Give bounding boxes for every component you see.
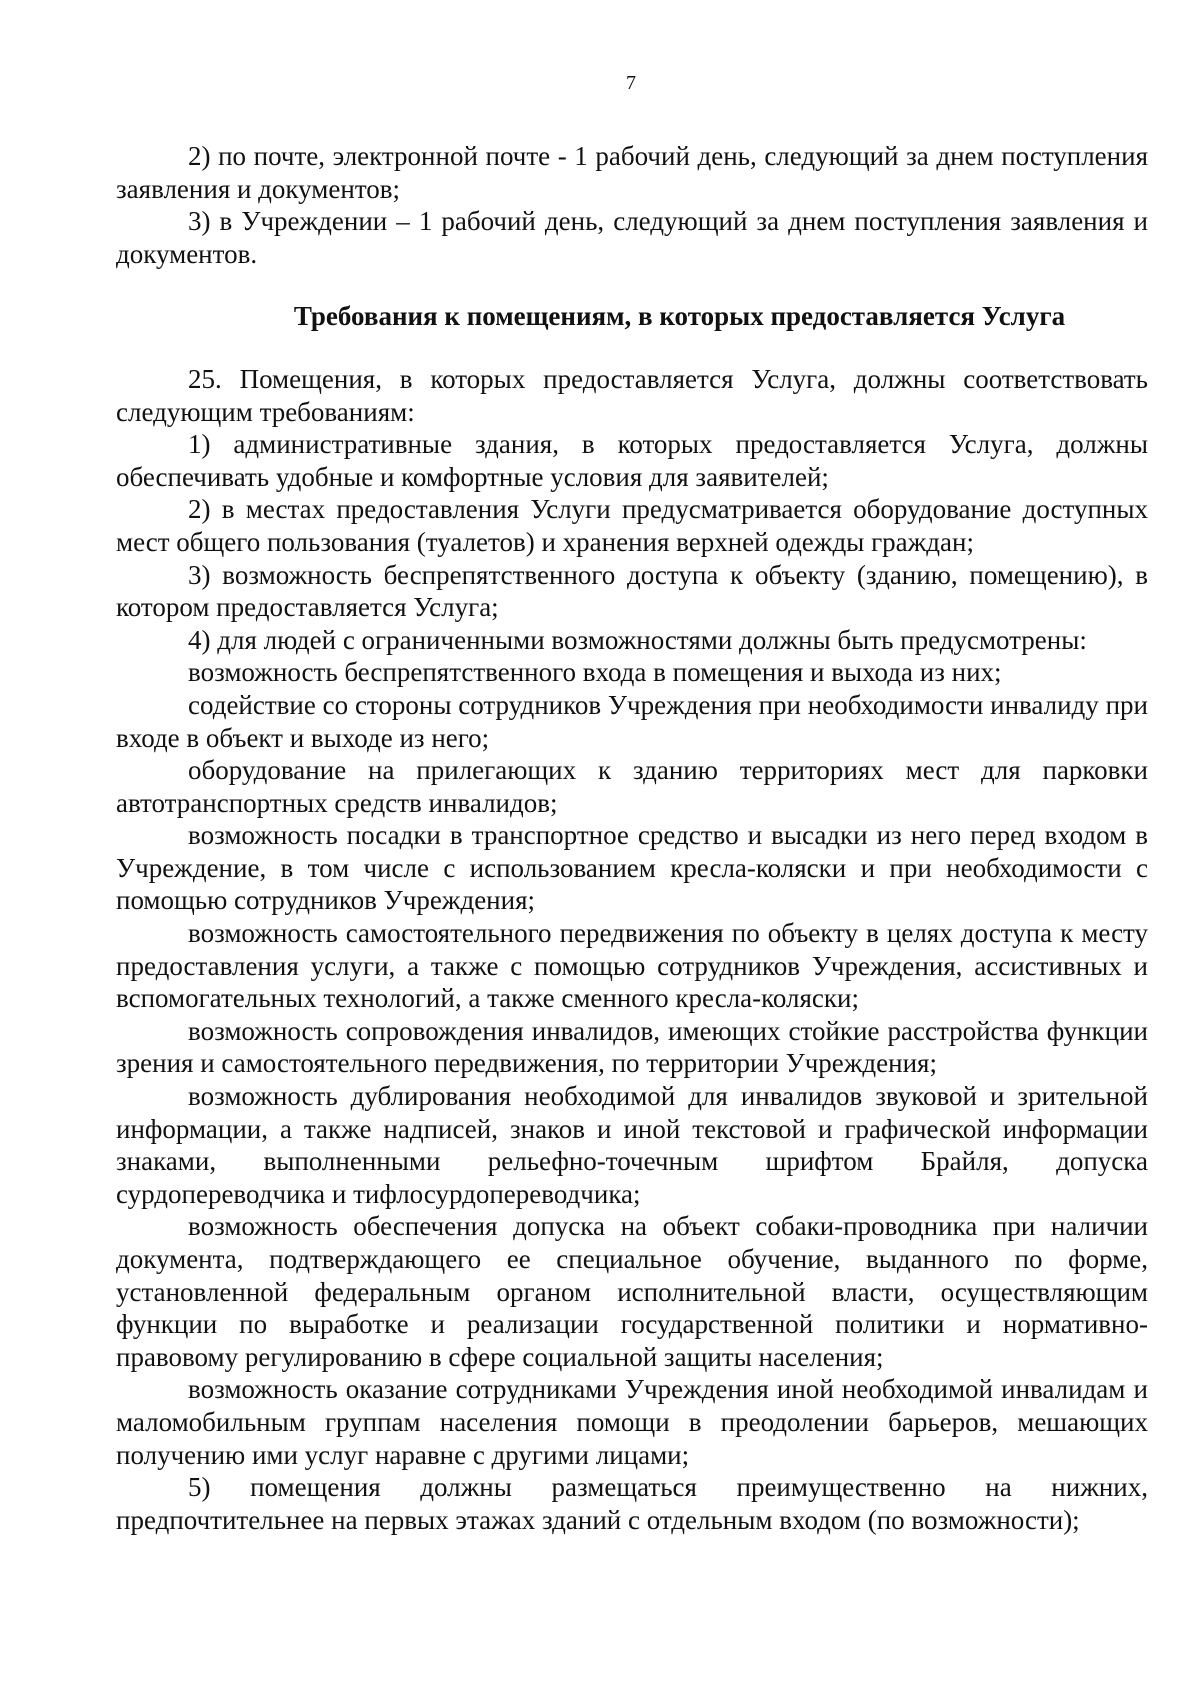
paragraph-information-duplication: возможность дублирования необходимой для инвалидов звуковой и зрительной информации, а также надписей, знаков и иной текстовой и графической информации знаками, выполненными рельефно-точечным шрифтом Брайля, допуска сурдопереводчика и тифлосурдопереводчика; — [116, 1081, 1148, 1209]
paragraph-item-3: 3) возможность беспрепятственного доступа к объекту (зданию, помещению), в котором предоставляется Услуга; — [116, 559, 1148, 623]
paragraph-guide-dog: возможность обеспечения допуска на объект собаки-проводника при наличии документа, подтверждающего ее специальное обучение, выданного по форме, установленной федеральным органом исполнительной власти, осуществляющим функции по выработке и реализации государственной политики и нормативно-правовому регулированию в сфере социальной защиты населения; — [116, 1211, 1148, 1372]
paragraph-institution-deadline: 3) в Учреждении – 1 рабочий день, следующий за днем поступления заявления и документов. — [116, 206, 1148, 269]
paragraph-parking: оборудование на прилегающих к зданию территориях мест для парковки автотранспортных средств инвалидов; — [116, 755, 1148, 818]
paragraph-item-1: 1) административные здания, в которых предоставляется Услуга, должны обеспечивать удобные и комфортные условия для заявителей; — [116, 429, 1148, 492]
paragraph-postal-deadline: 2) по почте, электронной почте - 1 рабочий день, следующий за днем поступления заявления и документов; — [116, 141, 1148, 204]
paragraph-item-4: 4) для людей с ограниченными возможностями должны быть предусмотрены: — [188, 624, 1087, 655]
paragraph-item-5: 5) помещения должны размещаться преимущественно на нижних, предпочтительнее на первых этажах зданий с отдельным входом (по возможности); — [116, 1472, 1148, 1535]
paragraph-barrier-assistance: возможность оказание сотрудниками Учреждения иной необходимой инвалидам и маломобильным группам населения помощи в преодолении барьеров, мешающих получению ими услуг наравне с другими лицами; — [116, 1374, 1148, 1470]
document-body — [116, 140, 1148, 1536]
page-number: 7 — [626, 72, 636, 94]
paragraph-entry-access: возможность беспрепятственного входа в помещения и выхода из них; — [188, 657, 1002, 688]
paragraph-transport-boarding: возможность посадки в транспортное средство и высадки из него перед входом в Учреждение, в том числе с использованием кресла-коляски и при необходимости с помощью сотрудников Учреждения; — [116, 820, 1148, 916]
paragraph-staff-assistance: содействие со стороны сотрудников Учреждения при необходимости инвалиду при входе в объект и выходе из него; — [116, 689, 1148, 753]
section-heading: Требования к помещениям, в которых предоставляется Услуга — [293, 301, 1066, 332]
paragraph-item-2: 2) в местах предоставления Услуги предусматривается оборудование доступных мест общего пользования (туалетов) и хранения верхней одежды граждан; — [116, 494, 1148, 557]
paragraph-escort: возможность сопровождения инвалидов, имеющих стойкие расстройства функции зрения и самостоятельного передвижения, по территории Учреждения; — [116, 1015, 1148, 1079]
paragraph-item-25: 25. Помещения, в которых предоставляется Услуга, должны соответствовать следующим требованиям: — [116, 363, 1148, 427]
paragraph-independent-movement: возможность самостоятельного передвижения по объекту в целях доступа к месту предоставления услуги, а также с помощью сотрудников Учреждения, ассистивных и вспомогательных технологий, а также сменного кресла-коляски; — [116, 918, 1148, 1014]
